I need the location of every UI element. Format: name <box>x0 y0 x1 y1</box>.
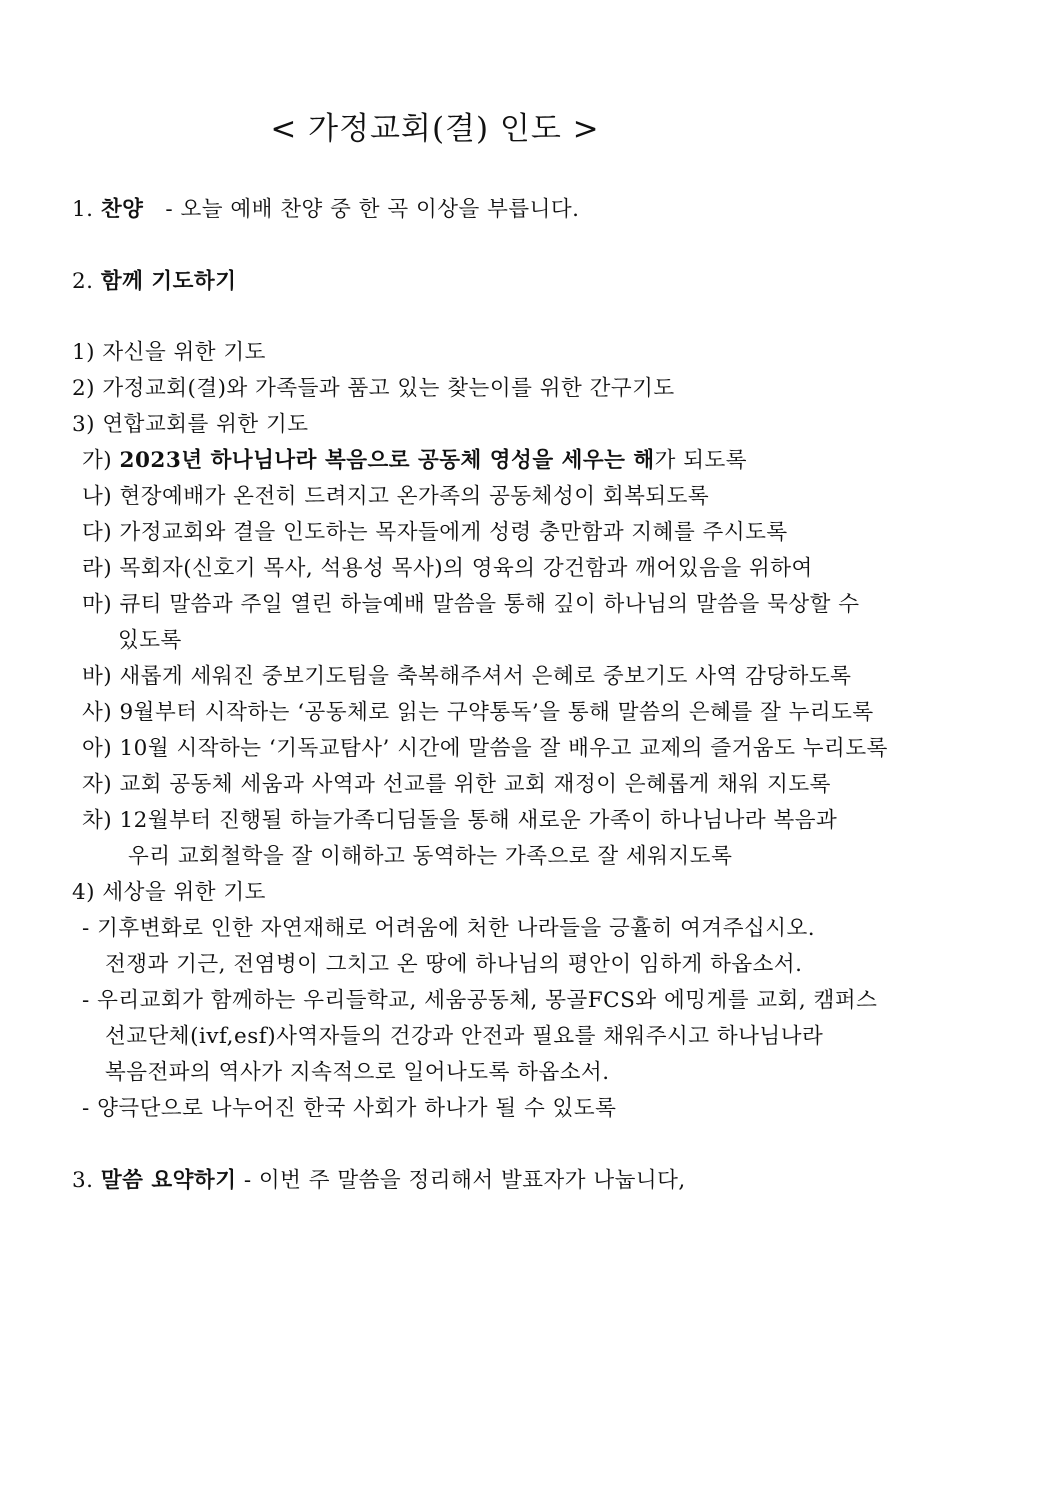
section-number: 3. <box>72 1168 94 1193</box>
church-item-na: 나) 현장예배가 온전히 드려지고 온가족의 공동체성이 회복되도록 <box>82 484 710 509</box>
item-prefix: 가) <box>82 448 113 473</box>
section-sermon <box>72 1166 686 1196</box>
church-item-sa: 사) 9월부터 시작하는 ‘공동체로 읽는 구약통독’을 통해 말씀의 은혜를 잘 누리도록 <box>82 700 874 725</box>
church-item-ma: 마) 큐티 말씀과 주일 열린 하늘예배 말씀을 통해 깊이 하나님의 말씀을 묵상할 수 <box>82 592 860 617</box>
section-label: 함께 기도하기 <box>100 269 237 294</box>
prayer-self: 1) 자신을 위한 기도 <box>72 340 266 365</box>
section-praise <box>72 195 580 225</box>
church-item-cha-cont: 우리 교회철학을 잘 이해하고 동역하는 가족으로 잘 세워지도록 <box>128 844 733 869</box>
section-text: - 오늘 예배 찬양 중 한 곡 이상을 부릅니다. <box>165 197 580 222</box>
church-item-ra: 라) 목회자(신호기 목사, 석용성 목사)의 영육의 강건함과 깨어있음을 위하여 <box>82 556 813 581</box>
church-item-cha: 차) 12월부터 진행될 하늘가족디딤돌을 통해 새로운 가족이 하나님나라 복음과 <box>82 808 838 833</box>
prayer-church: 3) 연합교회를 위한 기도 <box>72 412 309 437</box>
section-text: - 이번 주 말씀을 정리해서 발표자가 나눕니다, <box>243 1168 686 1193</box>
world-item-3: - 양극단으로 나누어진 한국 사회가 하나가 될 수 있도록 <box>82 1096 617 1121</box>
world-item-2: - 우리교회가 함께하는 우리들학교, 세움공동체, 몽골FCS와 에밍게를 교회, 캠퍼스 <box>82 988 878 1013</box>
church-item-ga <box>82 446 747 476</box>
item-bold-text: 2023년 하나님나라 복음으로 공동체 영성을 세우는 해 <box>119 448 655 473</box>
section-label: 말씀 요약하기 <box>100 1168 237 1193</box>
section-number: 1. <box>72 197 94 222</box>
section-label: 찬양 <box>100 197 144 222</box>
church-item-a: 아) 10월 시작하는 ‘기독교탐사’ 시간에 말씀을 잘 배우고 교제의 즐거움도 누리도록 <box>82 736 888 761</box>
page-title: < 가정교회(결) 인도 > <box>270 111 600 147</box>
world-item-1: - 기후변화로 인한 자연재해로 어려움에 처한 나라들을 긍휼히 여겨주십시오. <box>82 916 816 941</box>
section-number: 2. <box>72 269 94 294</box>
church-item-ba: 바) 새롭게 세워진 중보기도팀을 축복해주셔서 은혜로 중보기도 사역 감당하도록 <box>82 664 852 689</box>
world-item-2-cont: 선교단체(ivf,esf)사역자들의 건강과 안전과 필요를 채워주시고 하나님나라 <box>105 1024 824 1049</box>
world-item-1-cont: 전쟁과 기근, 전염병이 그치고 온 땅에 하나님의 평안이 임하게 하옵소서. <box>105 952 803 977</box>
item-text: 가 되도록 <box>654 448 748 473</box>
prayer-world: 4) 세상을 위한 기도 <box>72 880 266 905</box>
prayer-family: 2) 가정교회(결)와 가족들과 품고 있는 찾는이를 위한 간구기도 <box>72 376 675 401</box>
section-prayer <box>72 267 236 297</box>
church-item-ma-cont: 있도록 <box>118 628 182 653</box>
church-item-da: 다) 가정교회와 결을 인도하는 목자들에게 성령 충만함과 지혜를 주시도록 <box>82 520 788 545</box>
church-item-ja: 자) 교회 공동체 세움과 사역과 선교를 위한 교회 재정이 은혜롭게 채워 지도록 <box>82 772 831 797</box>
world-item-2-cont: 복음전파의 역사가 지속적으로 일어나도록 하옵소서. <box>105 1060 610 1085</box>
